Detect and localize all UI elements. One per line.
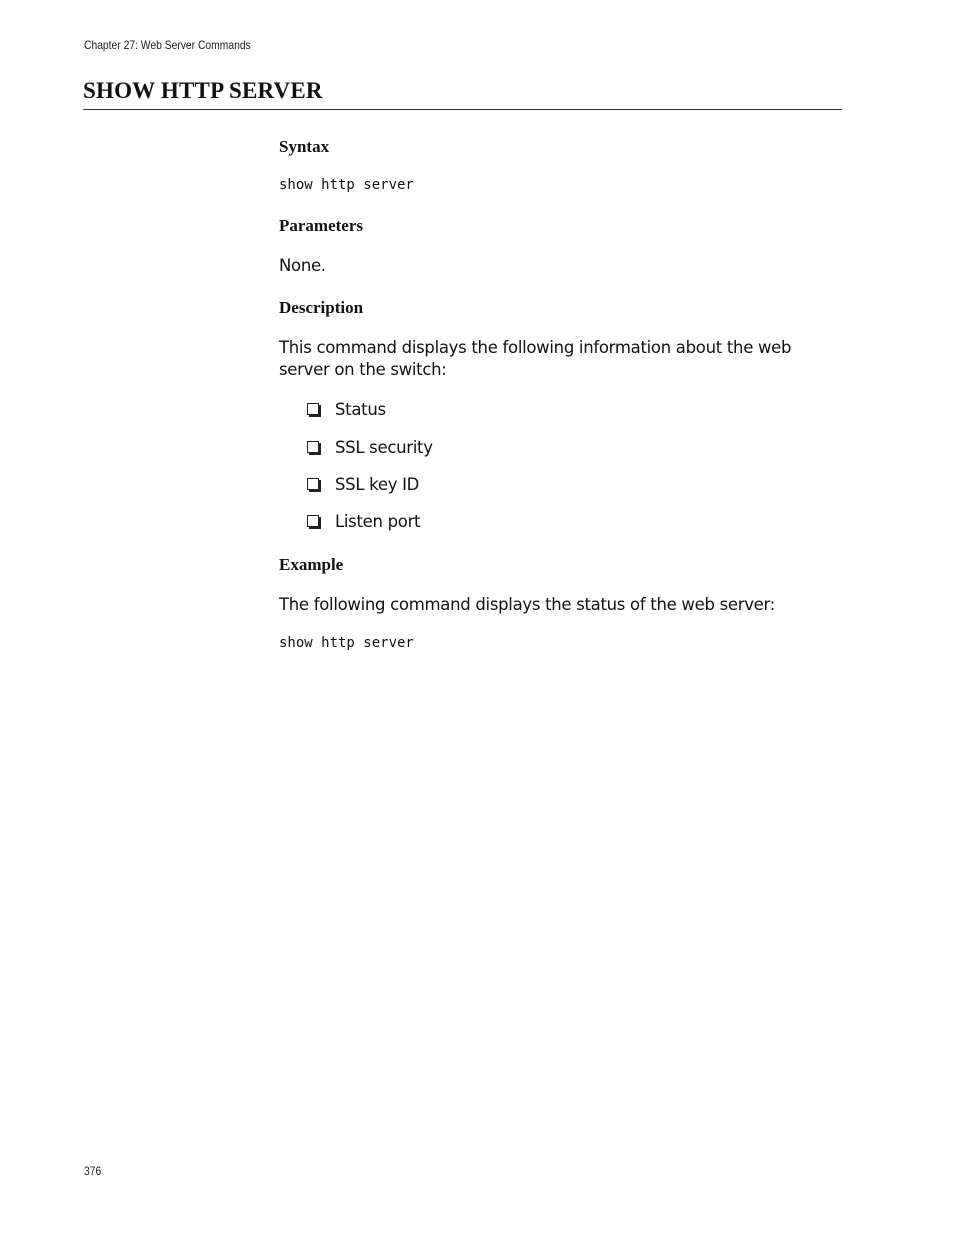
example-text: The following command displays the status of the web server:	[279, 595, 775, 614]
list-item-label: SSL security	[335, 438, 433, 457]
example-code: show http server	[279, 635, 414, 651]
checkbox-bullet-icon	[307, 515, 319, 527]
list-item-label: Listen port	[335, 512, 421, 531]
list-item	[307, 511, 844, 533]
list-item	[307, 437, 844, 459]
parameters-heading: Parameters	[279, 216, 364, 235]
checkbox-bullet-icon	[307, 441, 319, 453]
syntax-code: show http server	[279, 177, 414, 193]
syntax-heading: Syntax	[279, 137, 330, 156]
title-rule	[83, 109, 842, 110]
example-heading: Example	[279, 555, 344, 574]
info-list	[279, 399, 844, 533]
page-title: SHOW HTTP SERVER	[83, 78, 323, 103]
list-item-label: SSL key ID	[335, 475, 420, 494]
content-body	[279, 136, 844, 652]
running-header: Chapter 27: Web Server Commands	[84, 38, 251, 52]
checkbox-bullet-icon	[307, 478, 319, 490]
parameters-text: None.	[279, 256, 326, 275]
checkbox-bullet-icon	[307, 403, 319, 415]
list-item	[307, 474, 844, 496]
list-item-label: Status	[335, 400, 386, 419]
description-heading: Description	[279, 298, 364, 317]
description-text: This command displays the following information about the web server on the switch:	[279, 338, 792, 379]
list-item	[307, 399, 844, 421]
page-number: 376	[84, 1164, 102, 1178]
